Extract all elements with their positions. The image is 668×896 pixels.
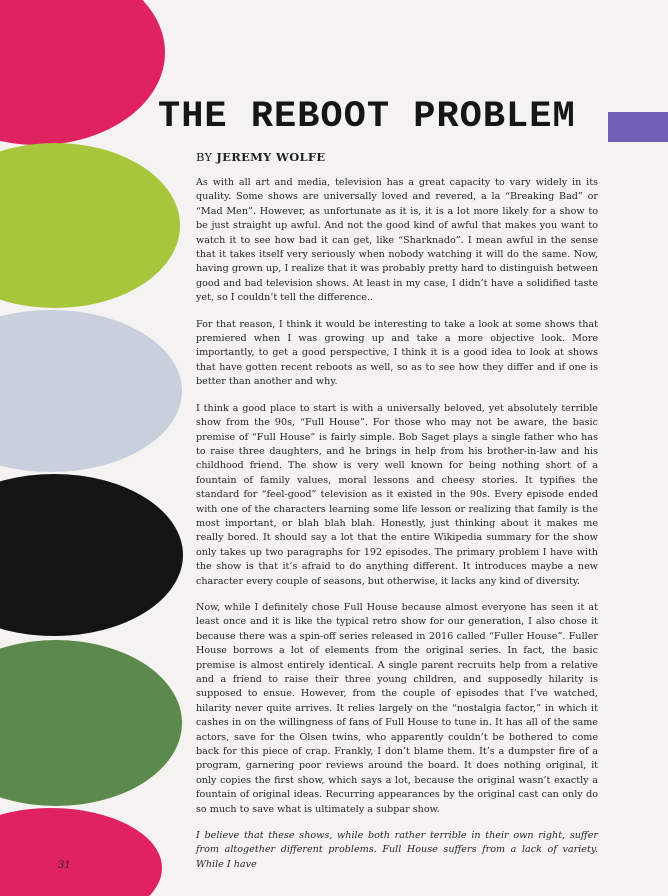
byline [196, 150, 325, 164]
paragraph: As with all art and media, television has a great capacity to vary widely in its quality. Some shows are universally loved and revered, a la “Breaking Bad” or “Mad Men”. However, as unfortunate as it is, it is a lot more likely for a show to be just straight up awful. And not the good kind of awful that makes you want to watch it to see how bad it can get, like “Sharknado”. I mean awful in the sense that it takes itself very seriously when nobody watching it will do the same. Now, having grown up, I realize that it was probably pretty hard to distinguish between good and bad television shows. At least in my case, I didn’t have a solidified taste yet, so I couldn’t tell the difference.. [196, 177, 598, 304]
article-body [196, 176, 598, 884]
purple-accent-bar [608, 112, 668, 142]
author-name: JEREMY WOLFE [216, 150, 326, 164]
paragraph: For that reason, I think it would be interesting to take a look at some shows that premiered when I was growing up and take a more objective look. More importantly, to get a good perspective, I think it is a good idea to look at shows that have gotten recent reboots as well, so as to see how they differ and if one is better than another and why. [196, 318, 598, 388]
paragraph-closing: I believe that these shows, while both rather terrible in their own right, suffer from altogether different problems. Full House suffers from a lack of variety. While I have [196, 830, 598, 870]
black-oval-decoration [0, 474, 183, 636]
paragraph: Now, while I definitely chose Full House because almost everyone has seen it at least once and it is like the typical retro show for our generation, I also chose it because there was a spin-off series released in 2016 called “Fuller House”. Fuller House borrows a lot of elements from the original series. In fact, the basic premise is almost entirely identical. A single parent recruits help from a relative and a friend to raise their three young children, and supposedly hilarity is supposed to ensue. However, from the couple of episodes that I’ve watched, hilarity never quite arrives. It relies largely on the “nostalgia factor,” in which it cashes in on the willingness of fans of Full House to tune in. It has all of the same actors, save for the Olsen twins, who apparently couldn’t be bothered to come back for this piece of crap. Frankly, I don’t blame them. It’s a dumpster fire of a program, garnering poor reviews around the board. It does nothing original, it only copies the first show, which says a lot, because the original wasn’t exactly a fountain of original ideas. Recurring appearances by the original cast can only do so much to save what is ultimately a subpar show. [196, 601, 598, 815]
article-title: THE REBOOT PROBLEM [158, 96, 576, 138]
page-number: 31 [58, 860, 71, 871]
green-oval-decoration [0, 640, 182, 806]
byline-prefix: BY [196, 150, 213, 164]
lime-oval-decoration [0, 143, 180, 308]
pink-oval-decoration [0, 0, 165, 145]
paragraph: I think a good place to start is with a universally beloved, yet absolutely terrible show from the 90s, “Full House”. For those who may not be aware, the basic premise of “Full House” is fairly simple. Bob Saget plays a single father who has to raise three daughters, and he brings in help from his brother-in-law and his childhood friend. The show is very well known for being nothing short of a fountain of family values, moral lessons and cheesy stories. It typifies the standard for “feel-good” television as it existed in the 90s. Every episode ended with one of the characters learning some life lesson or realizing that family is the most important, or blah blah blah. Honestly, just thinking about it makes me really bored. It should say a lot that the entire Wikipedia summary for the show only takes up two paragraphs for 192 episodes. The primary problem I have with the show is that it’s afraid to do anything different. It introduces maybe a new character every couple of seasons, but otherwise, it lacks any kind of diversity. [196, 402, 598, 587]
pink-oval-decoration-bottom [0, 808, 162, 896]
gray-oval-decoration [0, 310, 182, 472]
